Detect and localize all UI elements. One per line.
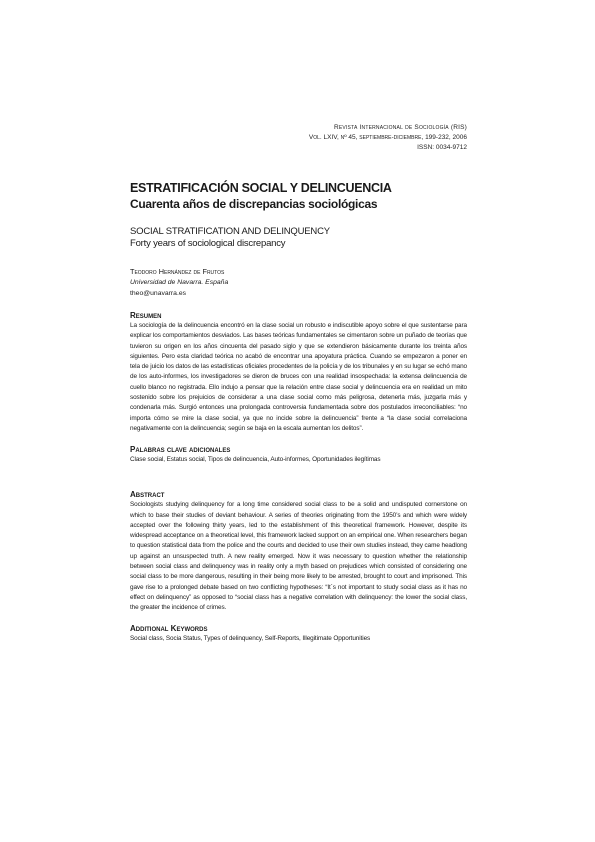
abstract-heading: Abstract — [130, 490, 165, 500]
palabras-heading: Palabras clave adicionales — [130, 445, 231, 455]
resumen-section — [130, 311, 467, 434]
resumen-heading: Resumen — [130, 311, 162, 320]
palabras-section — [130, 445, 467, 465]
author-email: theo@unavarra.es — [130, 290, 187, 297]
article-content — [130, 181, 467, 644]
subtitle-es: Cuarenta años de discrepancias sociológicas — [130, 197, 378, 211]
title-en: SOCIAL STRATIFICATION AND DELINQUENCY — [130, 226, 330, 237]
keywords-text: Social class, Socia Status, Types of delinquency, Self-Reports, Illegitimate Opportunities — [130, 634, 371, 642]
journal-issn: ISSN: 0034-9712 — [417, 144, 467, 151]
author-affiliation: Universidad de Navarra. España — [130, 279, 229, 286]
keywords-heading: Additional Keywords — [130, 623, 208, 633]
resumen-text: La sociología de la delincuencia encontró en la clase social un robusto e indiscutible apoyo sobre el que sustentarse para explicar los comportamientos desviados. Las bases teóricas fundamentales se cimentaron sobre un puñado de teorías que tuvieron su origen en los años cincuenta del pasado siglo y que se extendieron básicamente durante los treinta años siguientes. Pero esta claridad teórica no acabó de encontrar una apoyatura práctica. Cuando se empezaron a poner en tela de juicio los datos de las estadísticas oficiales procedentes de la policía y de los tribunales y en su lugar se echó mano de los auto-informes, los investigadores se dieron de bruces con una realidad insospechada: la extensa delincuencia de cuello blanco no registrada. Ello indujo a pensar que la relación entre clase social y delincuencia era en realidad un mito sostenido sobre los prejuicios de considerar a una clase social como más peligrosa, detenerla más, juzgarla más y condenarla más. Surgió entonces una prolongada controversia fundamentada sobre dos postulados irreconciliables: “no importa cómo se mire la clase social, ya que no incide sobre la delincuencia” frente a “la clase social correlaciona negativamente con la delincuencia; según se baja en la escala aumentan los delitos”. — [130, 322, 467, 432]
title-es: ESTRATIFICACIÓN SOCIAL Y DELINCUENCIA — [130, 181, 392, 195]
journal-header — [309, 123, 467, 153]
journal-title: Revista Internacional de Sociología (RIS) — [333, 124, 467, 131]
abstract-text: Sociologists studying delinquency for a long time considered social class to be a solid and undisputed cornerstone on which to base their studies of deviant behaviour. A series of theories originating from the 1950’s and which were widely accepted over the following thirty years, led to the establishment of this theoretical framework. However, despite its widespread acceptance on a theoretical level, this framework lacked support on an empirical one. When researchers began to question statistical data from the police and the courts and decided to use their own studies instead, they came headlong up against an unsuspected truth. A new reality emerged. Now it was necessary to question whether the relationship between social class and delinquency was in reality only a myth based on prejudices which consisted of considering one social class to be more dangerous, resulting in their being more likely to be arrested, brought to court and imprisoned. This gave rise to a prolonged debate based on two conflicting hypotheses: “It´s not important to study social class as it has no effect on delinquency” as opposed to “social class has a negative correlation with delinquency: the lower the social class, the greater the incidence of crimes. — [130, 501, 467, 612]
author-name: Teodoro Hernández de Frutos — [130, 267, 225, 276]
keywords-section — [130, 624, 467, 644]
abstract-section — [130, 490, 467, 613]
journal-volume: Vol. LXIV, nº 45, septiembre-diciembre, 199-232, 2006 — [308, 134, 467, 141]
subtitle-en: Forty years of sociological discrepancy — [130, 238, 286, 249]
palabras-text: Clase social, Estatus social, Tipos de delincuencia, Auto-informes, Oportunidades ilegítimas — [130, 456, 381, 464]
